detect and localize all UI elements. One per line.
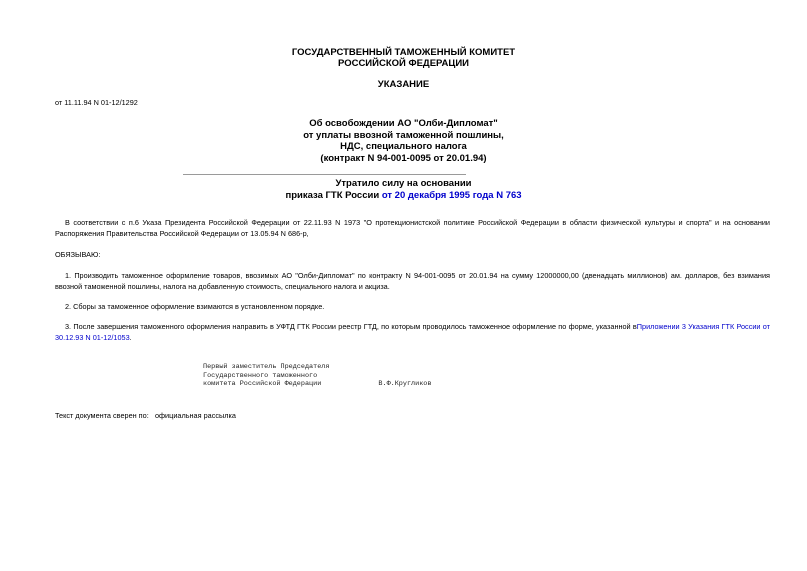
title-line-2: от уплаты ввозной таможенной пошлины, <box>303 129 504 141</box>
document-type: УКАЗАНИЕ <box>377 79 430 90</box>
status-line-2 <box>0 190 807 202</box>
paragraph-item-3 <box>55 322 770 343</box>
status-prefix: приказа ГТК России <box>285 189 382 201</box>
paragraph-item-2 <box>55 302 770 313</box>
paragraph-item-1 <box>55 271 770 292</box>
preamble-text: В соответствии с п.6 Указа Президента Российской Федерации от 22.11.93 N 1973 "О протекционистской политике Российской Федерации в области физической культуры и спорта" и на основании Распоряжения Правительства Российской Федерации от 13.05.94 N 686-р, <box>55 218 770 238</box>
item-3-text: 3. После завершения таможенного оформления направить в УФТД ГТК России реестр ГТД, по которым проводилось таможенное оформление по форме, указанной в <box>65 322 637 331</box>
paragraph-preamble <box>55 218 770 239</box>
item-3-end: . <box>129 332 132 342</box>
verification-source: официальная рассылка <box>155 411 236 420</box>
document-date: от 11.11.94 N 01-12/1292 <box>55 98 138 107</box>
title-line-4: (контракт N 94-001-0095 от 20.01.94) <box>320 152 487 164</box>
title-line-3: НДС, специального налога <box>340 141 467 152</box>
issuer-line-2: РОССИЙСКОЙ ФЕДЕРАЦИИ <box>337 58 469 69</box>
signature-line-1: Первый заместитель Председателя <box>203 363 330 371</box>
signatory-name: В.Ф.Кругликов <box>378 380 432 388</box>
divider-rule <box>183 174 466 175</box>
document-title <box>0 118 807 164</box>
title-line-1: Об освобождении АО "Олби-Дипломат" <box>309 118 498 129</box>
signature-block <box>203 363 431 389</box>
status-line-1: Утратило силу на основании <box>335 178 472 189</box>
repeal-order-link[interactable]: от 20 декабря 1995 года N 763 <box>381 189 522 201</box>
issuer-line-1: ГОСУДАРСТВЕННЫЙ ТАМОЖЕННЫЙ КОМИТЕТ <box>291 47 516 58</box>
item-2-text: 2. Сборы за таможенное оформление взимаются в установленном порядке. <box>65 302 325 311</box>
paragraph-obligation: ОБЯЗЫВАЮ: <box>55 250 101 259</box>
verification-label: Текст документа сверен по: <box>55 411 149 420</box>
signature-line-3: комитета Российской Федерации <box>203 380 322 388</box>
issuer-header <box>0 47 807 69</box>
appendix-link[interactable]: Приложении 3 Указания ГТК России от 30.12.93 N 01-12/1053 <box>55 322 771 342</box>
status-block <box>0 178 807 201</box>
signature-line-2: Государственного таможенного <box>203 371 318 380</box>
item-1-text: 1. Производить таможенное оформление товаров, ввозимых АО "Олби-Дипломат" по контракту N 94-001-0095 от 20.01.94 на сумму 12000000,00 (двенадцать миллионов) ам. долларов, без взимания ввозной таможенной пошлины, налога на добавленную стоимость, специального налога и акциза. <box>55 271 770 291</box>
